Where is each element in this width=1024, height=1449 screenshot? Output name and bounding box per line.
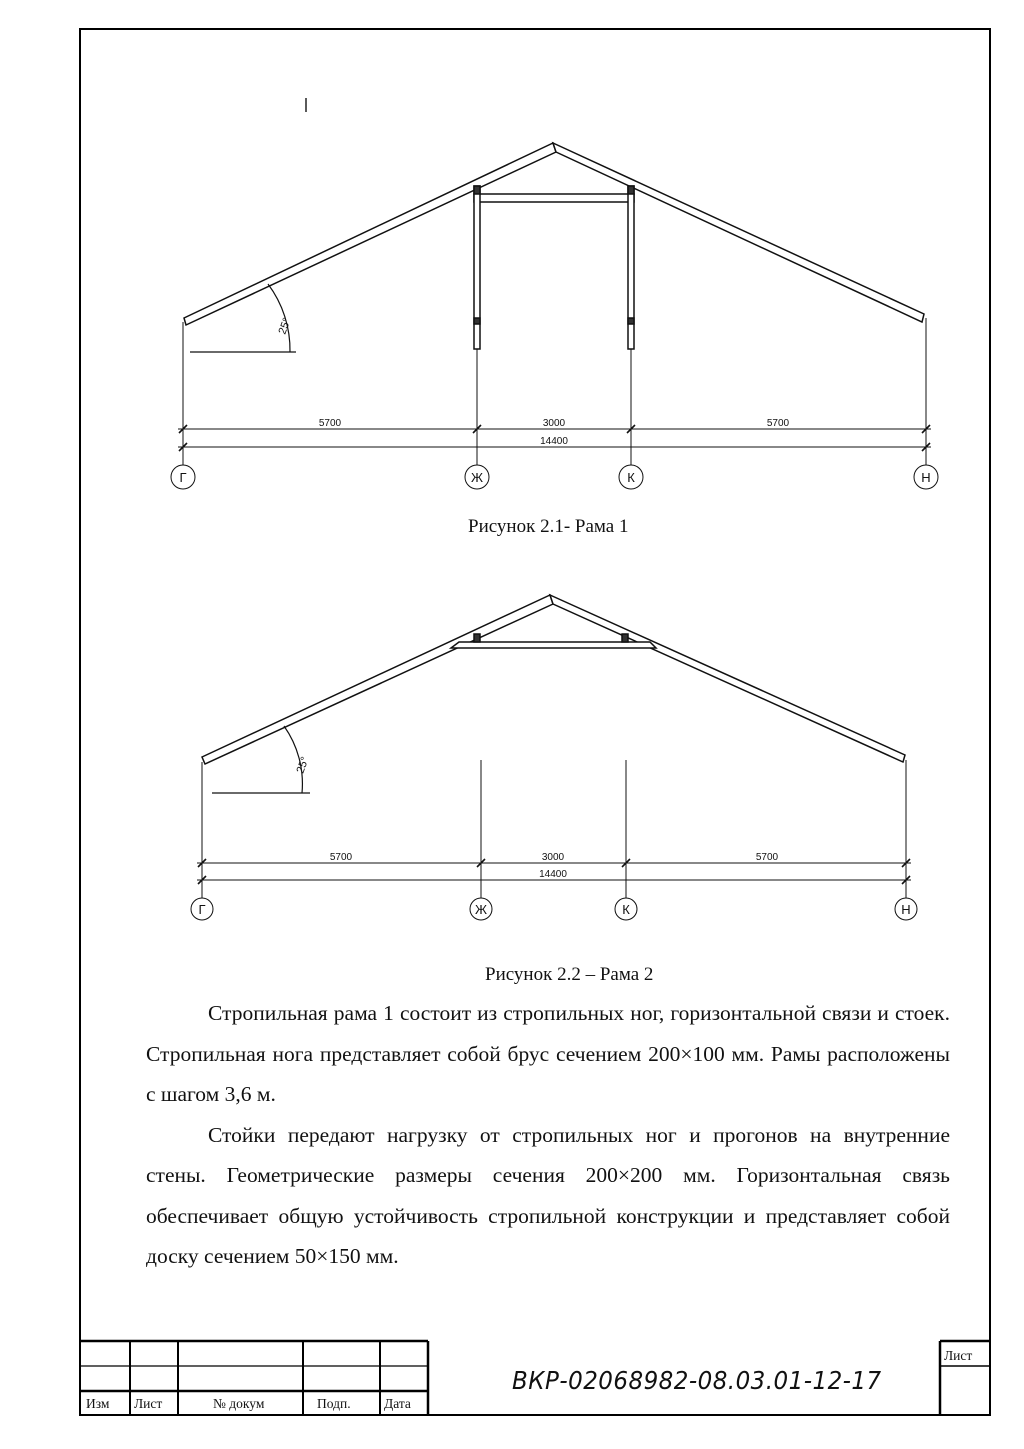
frame2-dim-total: 14400 xyxy=(539,869,567,880)
frame1-dim-middle: 3000 xyxy=(542,418,566,429)
body-text xyxy=(146,993,950,1277)
frame1-dim-total: 14400 xyxy=(540,436,568,447)
frame1-right-rafter xyxy=(553,143,924,322)
frame2-left-rafter xyxy=(202,595,553,764)
frame1-drawing xyxy=(184,143,924,352)
frame2-dim-left: 5700 xyxy=(329,852,353,863)
title-block-date: Дата xyxy=(384,1396,411,1411)
frame2-dim-right: 5700 xyxy=(755,852,779,863)
title-block-doc-no: № докум xyxy=(213,1396,265,1411)
frame1-dimensions xyxy=(171,318,938,489)
frame2-right-rafter xyxy=(550,595,905,762)
paragraph-2: Стойки передают нагрузку от стропильных ног и прогонов на внутренние стены. Геометрические размеры сечения 200×200 мм. Горизонтальная связь обеспечивает общую устойчивость стропильной конструкции и представляет собой доску сечением 50×150 мм. xyxy=(146,1122,950,1268)
document-code: ВКР-02068982-08.03.01-12-17 xyxy=(512,1366,882,1395)
frame1-dim-right: 5700 xyxy=(766,418,790,429)
frame1-axis-k: К xyxy=(627,470,635,485)
title-block-izm: Изм xyxy=(86,1396,110,1411)
frame1-axis-n: Н xyxy=(921,470,931,485)
title-block-sheet-label: Лист xyxy=(944,1348,973,1363)
title-block-list: Лист xyxy=(134,1396,163,1411)
frame2-axis-g: Г xyxy=(198,902,206,917)
frame1-tie-beam xyxy=(474,194,634,202)
frame1-dim-left: 5700 xyxy=(318,418,342,429)
title-block-signature: Подп. xyxy=(317,1396,351,1411)
frame2-axis-n: Н xyxy=(901,902,911,917)
frame1-axis-g: Г xyxy=(179,470,187,485)
frame2-axis-k: К xyxy=(622,902,630,917)
frame2-tie-beam xyxy=(451,642,656,648)
frame2-dim-middle: 3000 xyxy=(541,852,565,863)
figure2-caption: Рисунок 2.2 – Рама 2 xyxy=(485,964,654,985)
frame2-angle-label: 25° xyxy=(294,755,312,776)
frame1-axis-zh: Ж xyxy=(470,470,484,485)
paragraph-1: Стропильная рама 1 состоит из стропильных ног, горизонтальной связи и стоек. Стропильная нога представляет собой брус сечением 200×100 мм. Рамы расположены с шагом 3,6 м. xyxy=(146,1001,950,1106)
frame2-dimensions xyxy=(191,760,917,920)
figure1-caption: Рисунок 2.1- Рама 1 xyxy=(468,516,629,537)
frame1-angle-label: 25° xyxy=(276,316,294,337)
frame2-axis-zh: Ж xyxy=(474,902,488,917)
frame1-left-rafter xyxy=(184,143,556,325)
